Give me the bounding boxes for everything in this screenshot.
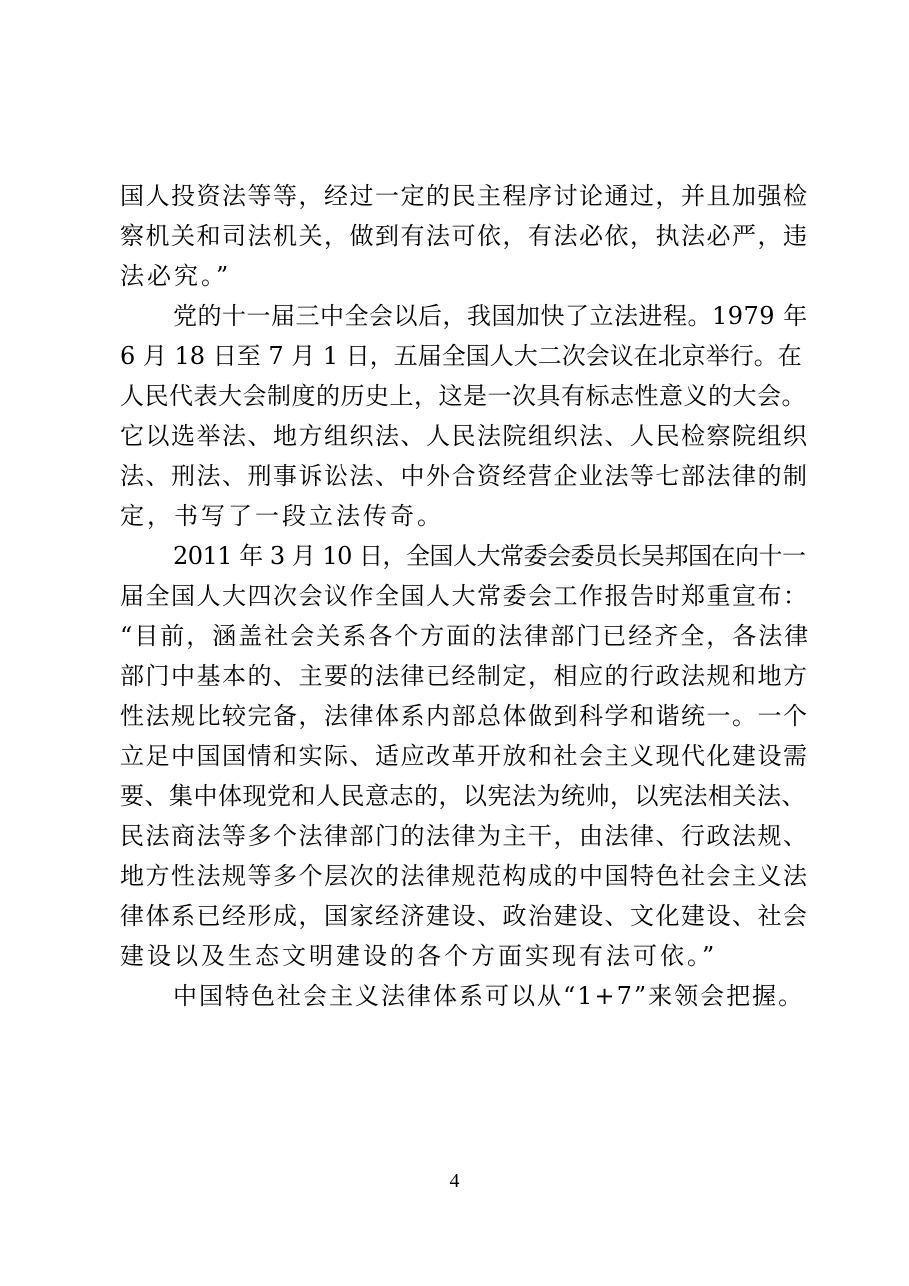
text-line: 国人投资法等等，经过一定的民主程序讨论通过，并且加强检: [120, 182, 809, 210]
text-line: 民法商法等多个法律部门的法律为主干，由法律、行政法规、: [120, 822, 809, 850]
text-line: 律体系已经形成，国家经济建设、政治建设、文化建设、社会: [120, 902, 809, 930]
text-line: 察机关和司法机关，做到有法可依，有法必依，执法必严，违: [120, 222, 809, 250]
text-line: “目前，涵盖社会关系各个方面的法律部门已经齐全，各法律: [120, 622, 811, 650]
text-line: 法、刑法、刑事诉讼法、中外合资经营企业法等七部法律的制: [120, 462, 809, 490]
text-line: 建设以及生态文明建设的各个方面实现有法可依。”: [120, 942, 718, 970]
paragraph-3: [120, 536, 810, 976]
page-number: 4: [449, 1170, 460, 1192]
text-line: 法必究。”: [120, 262, 232, 290]
text-line: 2011 年 3 月 10 日，全国人大常委会委员长吴邦国在向十一: [173, 542, 806, 570]
paragraph-1: [120, 176, 810, 296]
text-line: 部门中基本的、主要的法律已经制定，相应的行政法规和地方: [120, 662, 809, 690]
body-text: [120, 176, 810, 1016]
text-line: 党的十一届三中全会以后，我国加快了立法进程。1979 年: [173, 302, 808, 330]
text-line: 人民代表大会制度的历史上，这是一次具有标志性意义的大会。: [120, 382, 806, 410]
text-line: 地方性法规等多个层次的法律规范构成的中国特色社会主义法: [120, 862, 809, 890]
paragraph-2: [120, 296, 810, 536]
text-line: 届全国人大四次会议作全国人大常委会工作报告时郑重宣布：: [120, 582, 809, 610]
paragraph-4: [120, 976, 810, 1016]
text-line: 它以选举法、地方组织法、人民法院组织法、人民检察院组织: [120, 422, 809, 450]
text-line: 要、集中体现党和人民意志的，以宪法为统帅，以宪法相关法、: [120, 782, 806, 810]
text-line: 立足中国国情和实际、适应改革开放和社会主义现代化建设需: [120, 742, 809, 770]
text-line: 中国特色社会主义法律体系可以从“1+7”来领会把握。: [173, 982, 805, 1010]
text-line: 定，书写了一段立法传奇。: [120, 502, 444, 530]
text-line: 6 月 18 日至 7 月 1 日，五届全国人大二次会议在北京举行。在: [120, 342, 802, 370]
text-line: 性法规比较完备，法律体系内部总体做到科学和谐统一。一个: [120, 702, 809, 730]
